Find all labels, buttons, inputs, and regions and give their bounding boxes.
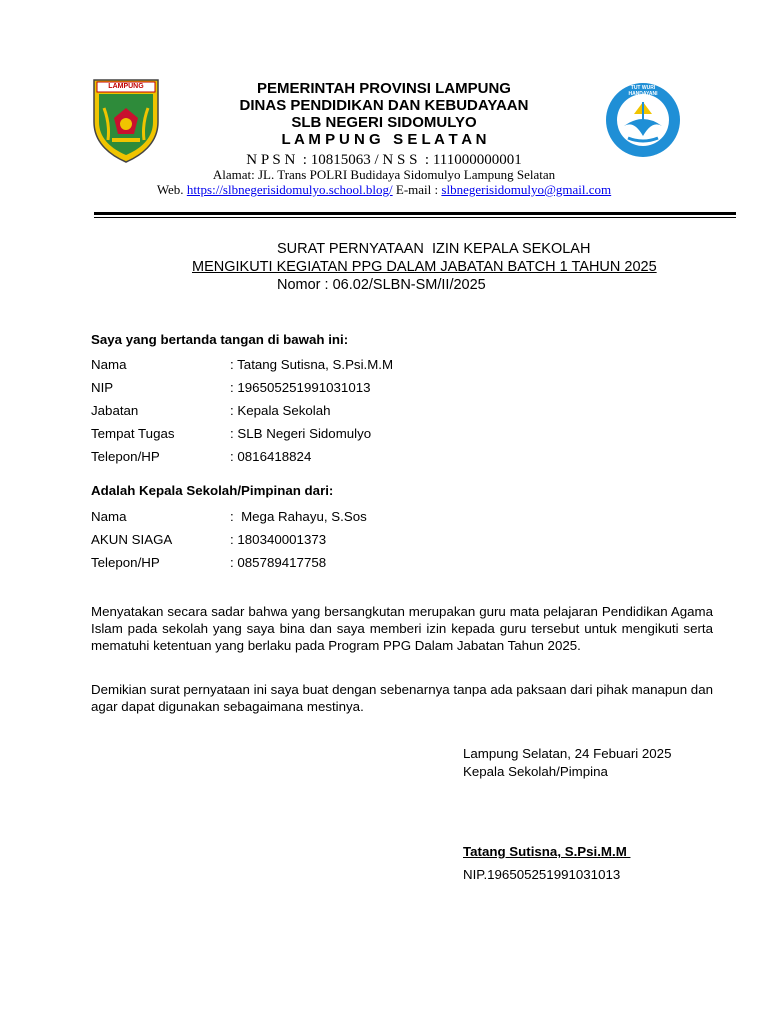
s1-value-tempat-tugas: : SLB Negeri Sidomulyo [230, 426, 372, 441]
section2-heading: Adalah Kepala Sekolah/Pimpinan dari: [91, 483, 334, 498]
s1-value-nip: : 196505251991031013 [230, 380, 371, 395]
kop-line-3: SLB NEGERI SIDOMULYO [291, 114, 477, 131]
doc-subtitle: MENGIKUTI KEGIATAN PPG DALAM JABATAN BATCH 1 TAHUN 2025 [192, 259, 657, 275]
kop-line-4: L A M P U N G S E L A T A N [281, 131, 487, 148]
signer-position: Kepala Sekolah/Pimpina [463, 764, 608, 779]
signer-nip: NIP.196505251991031013 [463, 867, 621, 882]
statement-paragraph: Menyatakan secara sadar bahwa yang bersangkutan merupakan guru mata pelajaran Pendidikan Agama Islam pada sekolah yang saya bina dan saya memberi izin kepada guru tersebut untuk mengikuti serta mematuhi ketentuan yang berlaku pada Program PPG Dalam Jabatan Tahun 2025. [91, 604, 713, 653]
email-link[interactable]: slbnegerisidomulyo@gmail.com [441, 182, 612, 197]
doc-title: SURAT PERNYATAAN IZIN KEPALA SEKOLAH [277, 241, 591, 257]
s2-label-nama: Nama [91, 509, 127, 524]
web-label: Web. [156, 182, 184, 197]
kop-line-2: DINAS PENDIDIKAN DAN KEBUDAYAAN [239, 97, 529, 114]
s1-label-jabatan: Jabatan [91, 403, 139, 418]
s1-label-nip: NIP [91, 380, 114, 395]
place-date: Lampung Selatan, 24 Febuari 2025 [463, 746, 672, 761]
s1-value-nama: : Tatang Sutisna, S.Psi.M.M [230, 357, 394, 372]
s2-value-nama: : Mega Rahayu, S.Sos [230, 509, 367, 524]
s2-label-akun-siaga: AKUN SIAGA [91, 532, 173, 547]
section1-heading: Saya yang bertanda tangan di bawah ini: [91, 332, 349, 347]
s1-label-nama: Nama [91, 357, 127, 372]
header-rule-thick [94, 212, 736, 215]
contact-line [0, 182, 768, 198]
s1-value-jabatan: : Kepala Sekolah [230, 403, 331, 418]
s1-label-telepon: Telepon/HP [91, 449, 160, 464]
tut-wuri-handayani-text: TUT WURI HANDAYANI [628, 85, 658, 97]
signer-name: Tatang Sutisna, S.Psi.M.M [463, 844, 631, 859]
s2-label-telepon: Telepon/HP [91, 555, 160, 570]
s2-value-telepon: : 085789417758 [230, 555, 327, 570]
kop-line-1: PEMERINTAH PROVINSI LAMPUNG [257, 80, 511, 97]
s2-value-akun-siaga: : 180340001373 [230, 532, 327, 547]
lampung-logo-text: LAMPUNG [108, 83, 144, 90]
s1-label-tempat-tugas: Tempat Tugas [91, 426, 175, 441]
doc-number: Nomor : 06.02/SLBN-SM/II/2025 [277, 277, 486, 293]
header-rule-thin [94, 217, 736, 218]
web-link[interactable]: https://slbnegerisidomulyo.school.blog/ [186, 182, 393, 197]
address: Alamat: JL. Trans POLRI Budidaya Sidomulyo Lampung Selatan [212, 167, 556, 182]
npsn-nss: N P S N : 10815063 / N S S : 111000000001 [246, 152, 522, 168]
email-label: E-mail : [395, 182, 439, 197]
closing-paragraph: Demikian surat pernyataan ini saya buat dengan sebenarnya tanpa ada paksaan dari pihak manapun dan agar dapat digunakan sebagaimana mestinya. [91, 682, 713, 714]
s1-value-telepon: : 0816418824 [230, 449, 312, 464]
